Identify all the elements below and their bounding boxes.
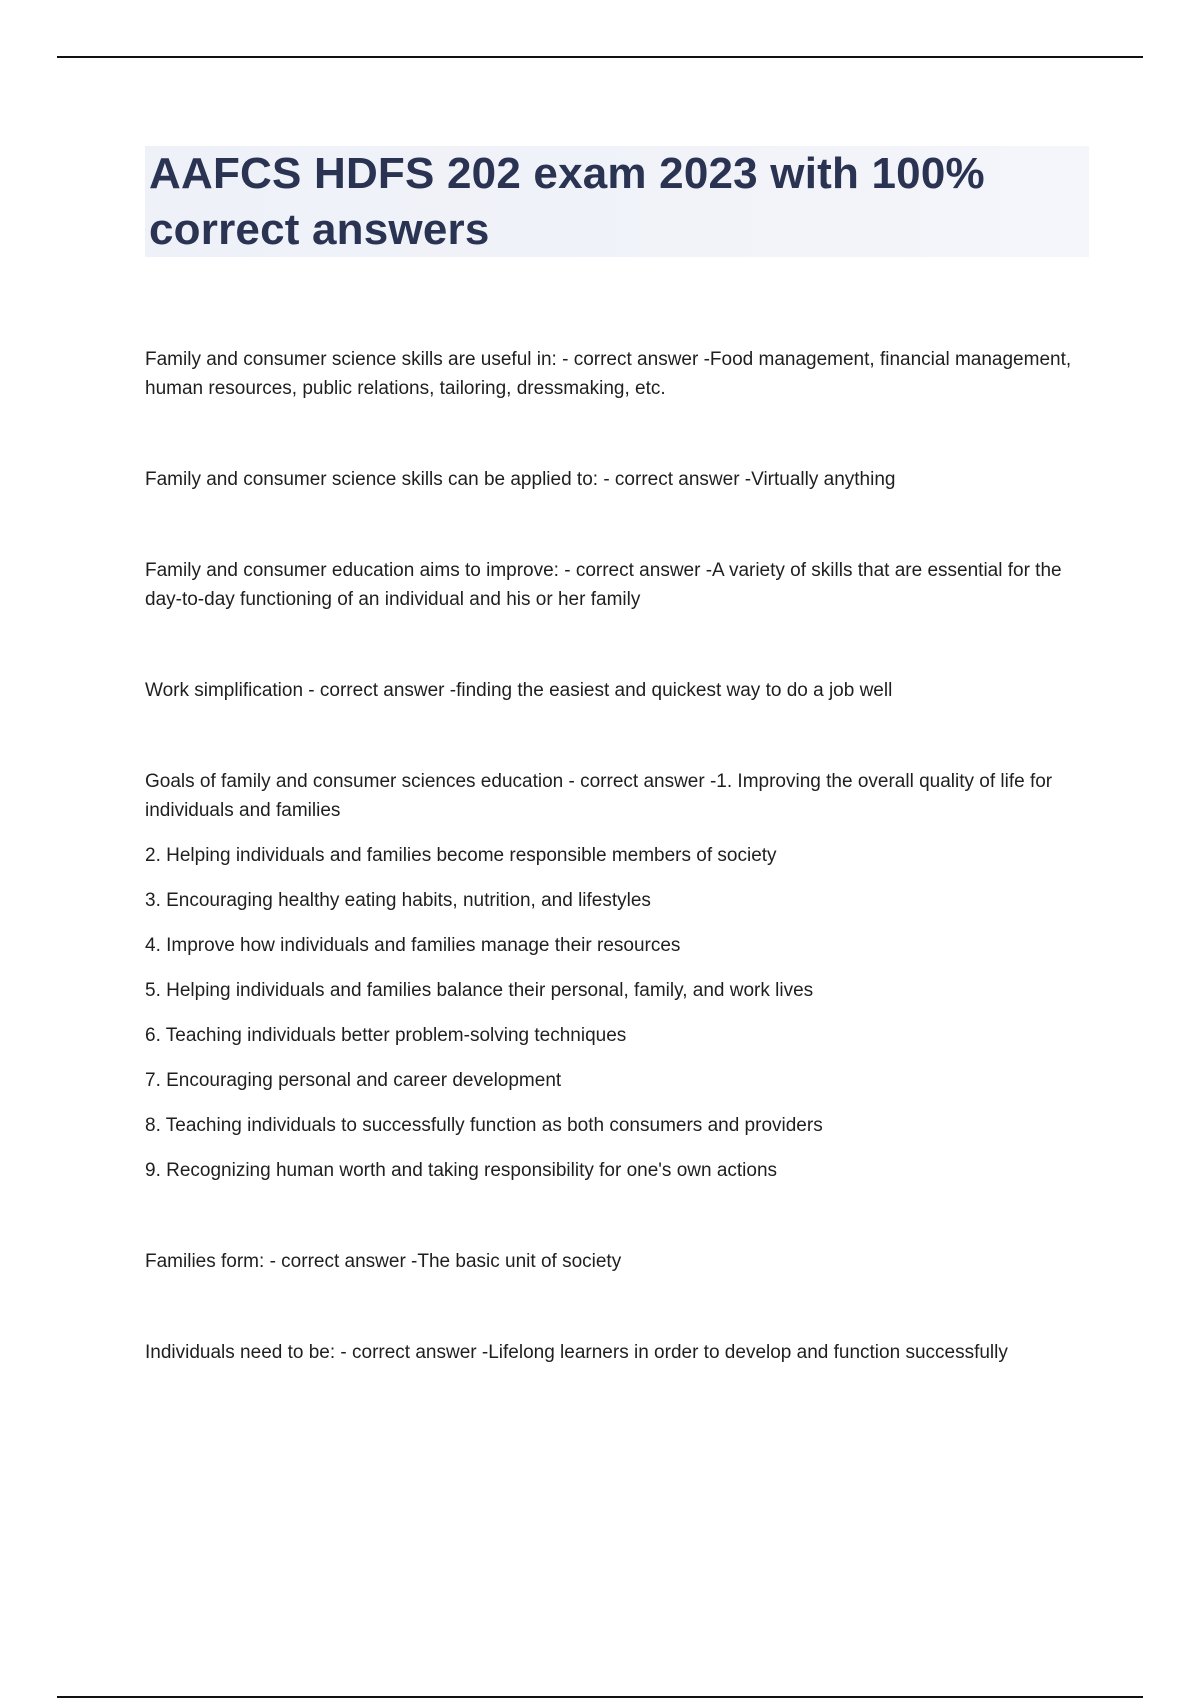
goal-item: 7. Encouraging personal and career development (145, 1070, 562, 1091)
goal-item: 4. Improve how individuals and families manage their resources (145, 935, 681, 956)
qa-text: Family and consumer science skills can be applied to: - correct answer -Virtually anything (145, 469, 896, 490)
qa-entry (145, 676, 1085, 705)
qa-entry-goals (145, 767, 1085, 1185)
bottom-divider (57, 1696, 1143, 1698)
qa-text: Family and consumer science skills are useful in: - correct answer -Food management, financial management, human resources, public relations, tailoring, dressmaking, etc. (145, 349, 1072, 399)
qa-text: Work simplification - correct answer -finding the easiest and quickest way to do a job well (145, 680, 893, 701)
top-divider (57, 56, 1143, 58)
qa-entry (145, 1338, 1085, 1367)
document-title: AAFCS HDFS 202 exam 2023 with 100% correct answers (149, 149, 985, 254)
goal-item: 5. Helping individuals and families balance their personal, family, and work lives (145, 980, 814, 1001)
qa-entry (145, 465, 1085, 494)
qa-text: Individuals need to be: - correct answer -Lifelong learners in order to develop and function successfully (145, 1342, 1008, 1363)
qa-entry (145, 345, 1085, 403)
goal-item: 6. Teaching individuals better problem-solving techniques (145, 1025, 627, 1046)
qa-text: Goals of family and consumer sciences education - correct answer -1. Improving the overall quality of life for individuals and families (145, 771, 1053, 821)
qa-entry (145, 1247, 1085, 1276)
goal-item: 8. Teaching individuals to successfully function as both consumers and providers (145, 1115, 823, 1136)
goal-item: 3. Encouraging healthy eating habits, nutrition, and lifestyles (145, 890, 651, 911)
goal-item: 2. Helping individuals and families become responsible members of society (145, 845, 777, 866)
goal-item: 9. Recognizing human worth and taking responsibility for one's own actions (145, 1160, 778, 1181)
document-body (145, 345, 1085, 1429)
qa-text: Families form: - correct answer -The basic unit of society (145, 1251, 622, 1272)
title-banner (145, 146, 1089, 257)
qa-text: Family and consumer education aims to improve: - correct answer -A variety of skills that are essential for the day-to-day functioning of an individual and his or her family (145, 560, 1062, 610)
qa-entry (145, 556, 1085, 614)
